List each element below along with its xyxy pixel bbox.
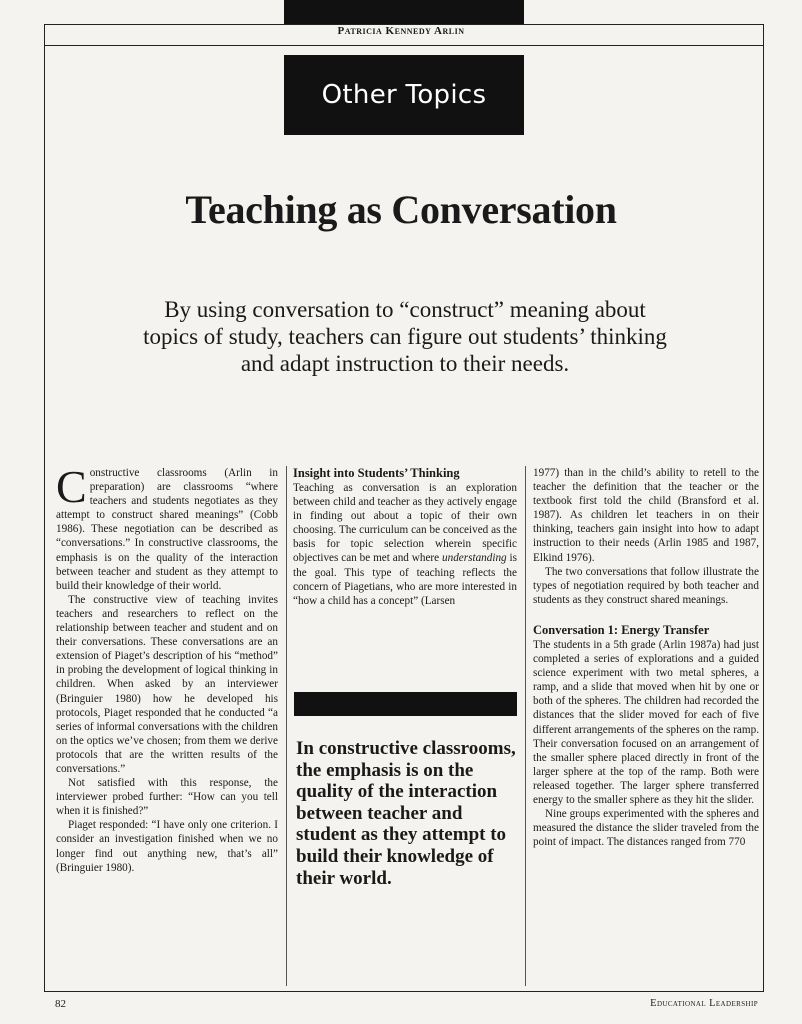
article-deck: By using conversation to “construct” meaning about topics of study, teachers can figure out students’ thinking and adapt instruction to their needs. <box>143 297 667 376</box>
section-heading-conversation-1: Conversation 1: Energy Transfer <box>533 622 710 637</box>
top-tab-bar <box>284 0 524 24</box>
col1-paragraph-4: Piaget responded: “I have only one criterion. I consider an investigation finished when we no longer find out anything new, that’s all” (Bringuier 1980). <box>56 819 278 874</box>
running-head <box>0 25 802 37</box>
col1-paragraph-3: Not satisfied with this response, the interviewer probed further: “How can you tell when it is finished?” <box>56 777 278 818</box>
header-rule <box>45 45 763 46</box>
column-2 <box>293 466 517 608</box>
col3-paragraph-3: The students in a 5th grade (Arlin 1987a) had just completed a series of explorations and a guided science experiment with two metal spheres, a ramp, and a slide that moved when hit by one or both of the spheres. The children had recorded the distances that the slider moved for each of five different arrangements of the spheres on the ramp. Their conversation focused on an arrangement of the smaller sphere placed directly in front of the larger sphere at the top of the ramp. Both were released together. The larger sphere transferred energy to the smaller sphere as they hit the slider. <box>533 638 759 806</box>
col3-paragraph-4: Nine groups experimented with the spheres and measured the distance the slider traveled from the point of impact. The distances ranged from 770 <box>533 808 759 849</box>
column-divider-2 <box>525 466 526 986</box>
emphasis-understanding: understanding <box>442 552 507 565</box>
pull-quote: In constructive classrooms, the emphasis is on the quality of the interaction between teacher and student as they attempt to build their knowledge of their world. <box>296 738 516 889</box>
section-label: Other Topics <box>321 80 487 110</box>
pull-quote-bar <box>294 692 517 716</box>
col2-paragraph-1: Teaching as conversation is an exploration between child and teacher as they actively engage in finding out about a topic of their own choosing. The curriculum can be conceived as the basis for topic selection wherein specific objectives can be met and where understanding is the goal. This type of teaching reflects the concern of Piagetians, who are more interested in “how a child has a concept” (Larsen <box>293 482 518 607</box>
col1-paragraph-1: onstructive classrooms (Arlin in preparation) are classrooms “where teachers and students negotiates as they attempt to construct shared meanings” (Cobb 1986). These negotiation can be described as “conversations.” In constructive classrooms, the emphasis is on the quality of the interaction between teacher and student as they attempt to build their knowledge of their world. <box>56 467 278 592</box>
column-1 <box>56 461 278 875</box>
journal-name: Educational Leadership <box>650 998 758 1009</box>
column-3 <box>533 466 759 849</box>
author-name: Patricia Kennedy Arlin <box>330 25 473 37</box>
page-number: 82 <box>55 998 66 1010</box>
col3-paragraph-1: 1977) than in the child’s ability to retell to the teacher the definition that the teacher or the textbook first told the child (Bransford et al. 1987). As children let teachers in on their thinking, teachers gain insight into how to adapt instruction to their needs (Arlin 1985 and 1987, Elkind 1976). <box>533 467 759 564</box>
article-title: Teaching as Conversation <box>185 187 617 232</box>
section-label-box <box>284 55 524 135</box>
col1-paragraph-2: The constructive view of teaching invites teachers and researchers to reflect on the relationship between teacher and student and on their conversations. These conversations are an extension of Piaget’s description of his “method” in probing the development of logical thinking in children. When asked by an interviewer (Bringuier 1980) how he developed his protocols, Piaget responded that he conducted “a series of informal conversations with the children on the optics we’ve chosen; from them we derive protocols that are the written results of the conversations.” <box>56 593 278 775</box>
col3-paragraph-2: The two conversations that follow illustrate the types of negotiation required by both teacher and students as they construct shared meanings. <box>533 565 759 606</box>
drop-cap: C <box>56 461 87 512</box>
section-heading-insight: Insight into Students’ Thinking <box>293 466 460 480</box>
column-divider-1 <box>286 466 287 986</box>
